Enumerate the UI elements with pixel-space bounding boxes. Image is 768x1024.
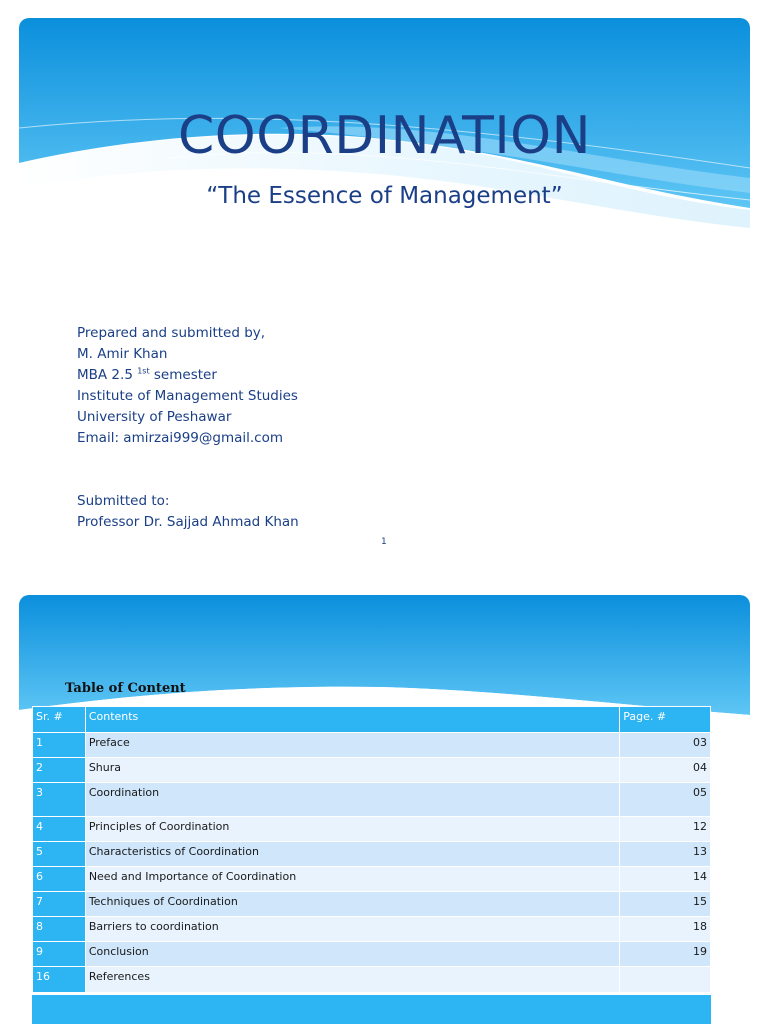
- header-page: Page. #: [620, 707, 711, 733]
- author-info: [77, 323, 299, 533]
- row-contents: Conclusion: [85, 942, 619, 967]
- row-sr: 1: [33, 733, 86, 758]
- title-slide: [19, 18, 750, 554]
- row-sr: 4: [33, 817, 86, 842]
- row-page: 03: [620, 733, 711, 758]
- row-sr: 6: [33, 867, 86, 892]
- page-number: 1: [381, 537, 387, 547]
- row-sr: 16: [33, 967, 86, 993]
- table-row: [33, 758, 711, 783]
- row-page: 13: [620, 842, 711, 867]
- row-sr: 7: [33, 892, 86, 917]
- row-sr: 2: [33, 758, 86, 783]
- table-row: [33, 733, 711, 758]
- professor-name: Professor Dr. Sajjad Ahmad Khan: [77, 514, 299, 530]
- program-prefix: MBA 2.5: [77, 367, 138, 383]
- row-contents: Coordination: [85, 783, 619, 817]
- table-row: [33, 842, 711, 867]
- row-contents: Techniques of Coordination: [85, 892, 619, 917]
- program-line: [77, 365, 299, 386]
- row-page: 19: [620, 942, 711, 967]
- row-contents: Preface: [85, 733, 619, 758]
- slide-subtitle: “The Essence of Management”: [206, 183, 563, 209]
- row-contents: Characteristics of Coordination: [85, 842, 619, 867]
- row-sr: 3: [33, 783, 86, 817]
- row-page: [620, 967, 711, 993]
- toc-table: [32, 706, 711, 993]
- table-row: [33, 783, 711, 817]
- email-line: Email: amirzai999@gmail.com: [77, 430, 284, 446]
- program-suffix: semester: [149, 367, 217, 383]
- table-row: [33, 917, 711, 942]
- table-row: [33, 817, 711, 842]
- program-ordinal: 1st: [137, 366, 150, 376]
- row-contents: Principles of Coordination: [85, 817, 619, 842]
- row-page: 05: [620, 783, 711, 817]
- table-row: [33, 867, 711, 892]
- table-row: [33, 942, 711, 967]
- row-sr: 5: [33, 842, 86, 867]
- table-header-row: [33, 707, 711, 733]
- row-page: 12: [620, 817, 711, 842]
- row-sr: 9: [33, 942, 86, 967]
- row-contents: Barriers to coordination: [85, 917, 619, 942]
- university-name: University of Peshawar: [77, 409, 232, 425]
- table-row: [33, 892, 711, 917]
- table-row: [33, 967, 711, 993]
- toc-heading: Table of Content: [65, 681, 186, 696]
- row-page: 15: [620, 892, 711, 917]
- header-sr: Sr. #: [33, 707, 86, 733]
- row-contents: Need and Importance of Coordination: [85, 867, 619, 892]
- prepared-by-label: Prepared and submitted by,: [77, 325, 266, 341]
- row-sr: 8: [33, 917, 86, 942]
- author-name: M. Amir Khan: [77, 346, 168, 362]
- table-footer-bar: [32, 995, 711, 1024]
- institute-name: Institute of Management Studies: [77, 388, 298, 404]
- spacer: [77, 449, 299, 491]
- row-page: 18: [620, 917, 711, 942]
- row-page: 14: [620, 867, 711, 892]
- row-contents: Shura: [85, 758, 619, 783]
- toc-slide: [19, 595, 750, 1024]
- slide-title: COORDINATION: [177, 106, 592, 166]
- submitted-to-label: Submitted to:: [77, 493, 170, 509]
- row-page: 04: [620, 758, 711, 783]
- row-contents: References: [85, 967, 619, 993]
- header-contents: Contents: [85, 707, 619, 733]
